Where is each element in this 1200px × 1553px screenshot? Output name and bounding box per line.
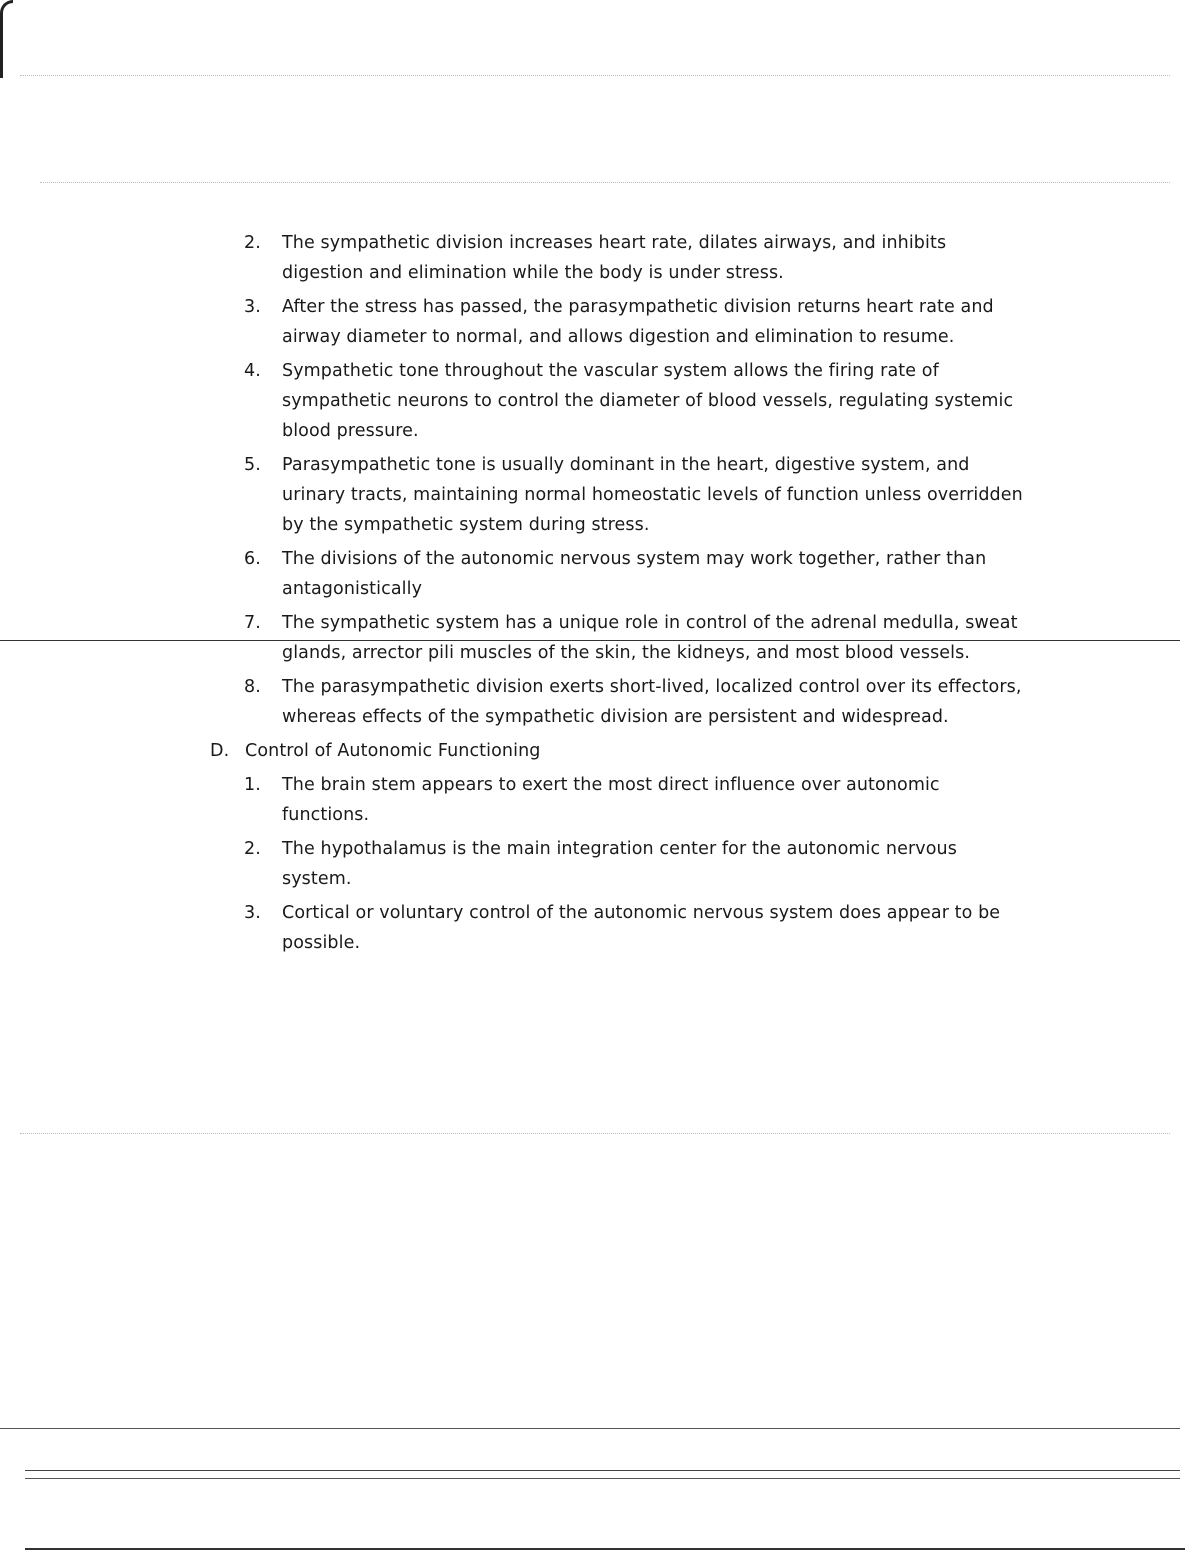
- item-text: The brain stem appears to exert the most direct influence over autonomic functions.: [282, 775, 940, 825]
- item-text: The sympathetic division increases heart rate, dilates airways, and inhibits digestion and elimination while the body is under stress.: [282, 233, 947, 283]
- outline-item: [0, 898, 1200, 958]
- outline-item: [0, 544, 1200, 604]
- scan-dotted-line: [40, 182, 1170, 183]
- item-number: 3.: [244, 297, 261, 317]
- item-text: Sympathetic tone throughout the vascular system allows the firing rate of sympathetic neurons to control the diameter of blood vessels, regulating systemic blood pressure.: [282, 361, 1014, 441]
- item-text: After the stress has passed, the parasympathetic division returns heart rate and airway diameter to normal, and allows digestion and elimination to resume.: [282, 297, 994, 347]
- section-title: Control of Autonomic Functioning: [245, 741, 541, 761]
- item-number: 2.: [244, 839, 261, 859]
- item-number: 1.: [244, 775, 261, 795]
- outline-item: [0, 292, 1200, 352]
- item-number: 6.: [244, 549, 261, 569]
- item-number: 7.: [244, 613, 261, 633]
- outline-item: [0, 672, 1200, 732]
- scan-rule-line: [25, 1478, 1180, 1479]
- item-number: 4.: [244, 361, 261, 381]
- item-text: The hypothalamus is the main integration center for the autonomic nervous system.: [282, 839, 957, 889]
- outline-item: [0, 608, 1200, 668]
- scan-rule-line: [25, 1470, 1180, 1471]
- outline-content: [0, 228, 1200, 962]
- item-text: Parasympathetic tone is usually dominant in the heart, digestive system, and urinary tracts, maintaining normal homeostatic levels of function unless overridden by the sympathetic system during stress.: [282, 455, 1023, 535]
- scan-dotted-line: [20, 75, 1170, 76]
- scan-corner-mark: [0, 0, 13, 78]
- outline-item: [0, 770, 1200, 830]
- item-number: 3.: [244, 903, 261, 923]
- item-number: 5.: [244, 455, 261, 475]
- scan-dotted-line: [20, 1133, 1170, 1134]
- item-number: 2.: [244, 233, 261, 253]
- outline-item: [0, 228, 1200, 288]
- scan-rule-line: [0, 1428, 1180, 1429]
- item-text: The sympathetic system has a unique role in control of the adrenal medulla, sweat glands, arrector pili muscles of the skin, the kidneys, and most blood vessels.: [282, 613, 1018, 663]
- item-number: 8.: [244, 677, 261, 697]
- outline-item: [0, 356, 1200, 446]
- scan-rule-line: [25, 1548, 1185, 1550]
- item-text: The divisions of the autonomic nervous system may work together, rather than antagonistically: [282, 549, 987, 599]
- outline-item: [0, 450, 1200, 540]
- section-letter: D.: [210, 741, 230, 761]
- section-heading: [0, 736, 1200, 766]
- outline-item: [0, 834, 1200, 894]
- item-text: Cortical or voluntary control of the autonomic nervous system does appear to be possible.: [282, 903, 1001, 953]
- item-text: The parasympathetic division exerts short-lived, localized control over its effectors, whereas effects of the sympathetic division are persistent and widespread.: [282, 677, 1022, 727]
